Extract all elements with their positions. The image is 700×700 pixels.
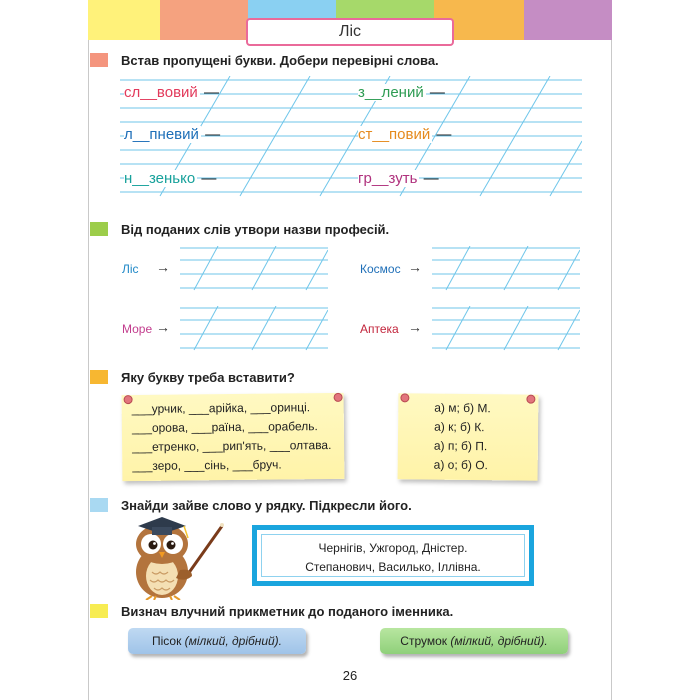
- task-1-text: Встав пропущені букви. Добери перевірні слова.: [121, 53, 439, 68]
- task-5-instruction: [90, 604, 453, 619]
- band-segment: [524, 0, 612, 40]
- word-row: Чернігів, Ужгород, Дністер.: [318, 541, 468, 555]
- task-marker: [90, 53, 108, 67]
- word-text: сл__вовий: [124, 84, 198, 101]
- task-1-word: [358, 84, 445, 101]
- task-1-word: [124, 126, 220, 143]
- task-1-word: [124, 170, 216, 187]
- dash: —: [436, 126, 452, 143]
- task-4-instruction: [90, 498, 412, 513]
- task-1-instruction: [90, 53, 439, 68]
- word-text: з__лений: [358, 84, 424, 101]
- dash: —: [201, 170, 217, 187]
- noun: Пісок: [151, 634, 182, 648]
- word-text: л__пневий: [124, 126, 199, 143]
- noun: Струмок: [400, 634, 448, 648]
- adjective-options: (мілкий, дрібний).: [184, 634, 283, 648]
- task-2-text: Від поданих слів утвори назви професій.: [121, 222, 390, 237]
- dash: —: [429, 84, 445, 101]
- task-3-instruction: [90, 370, 295, 385]
- pin-icon: [334, 393, 343, 402]
- band-segment: [88, 0, 160, 40]
- noun-card-left: [128, 628, 306, 654]
- note-line: а) м; б) М.: [434, 400, 491, 416]
- task-2-word: Космос: [360, 262, 401, 276]
- task-2-instruction: [90, 222, 389, 237]
- word-text: гр__зуть: [358, 170, 418, 187]
- task-2-writing-lines: [180, 246, 328, 292]
- task-1-word: [358, 170, 439, 187]
- task-5-text: Визнач влучний прикметник до поданого іменника.: [121, 604, 454, 619]
- band-segment: [160, 0, 248, 40]
- note-line: ___урчик, ___арійка, ___оринці.: [131, 400, 311, 417]
- task-marker: [90, 604, 108, 618]
- noun-card-right: [380, 628, 568, 654]
- sticky-note-left: [122, 393, 345, 481]
- arrow-icon: →: [408, 319, 422, 335]
- note-line: ___етренко, ___рип'ять, ___олтава.: [132, 437, 332, 455]
- pin-icon: [400, 393, 409, 402]
- note-line: а) к; б) К.: [434, 419, 485, 435]
- dash: —: [423, 170, 439, 187]
- note-line: а) о; б) О.: [433, 457, 488, 473]
- page-number: 26: [342, 668, 358, 683]
- arrow-icon: →: [156, 319, 170, 335]
- task-2-word: Море: [122, 322, 153, 336]
- task-2-word: Аптека: [360, 322, 399, 336]
- task-marker: [90, 222, 108, 236]
- owl-teacher-icon: [118, 516, 226, 600]
- arrow-icon: →: [156, 259, 170, 275]
- word-text: н__зенько: [124, 170, 196, 187]
- note-line: ___орова, ___раїна, ___орабель.: [131, 419, 318, 436]
- task-2-word: Ліс: [122, 262, 139, 276]
- task-marker: [90, 370, 108, 384]
- arrow-icon: →: [408, 259, 422, 275]
- sticky-note-right: [398, 393, 539, 480]
- note-line: ___зеро, ___сінь, ___бруч.: [132, 457, 282, 474]
- word-row: Степанович, Василько, Іллівна.: [305, 560, 481, 574]
- adjective-options: (мілкий, дрібний).: [450, 634, 548, 648]
- note-line: а) п; б) П.: [433, 438, 488, 454]
- task-marker: [90, 498, 108, 512]
- task-2-writing-lines: [432, 306, 580, 352]
- task-1-word: [124, 84, 219, 101]
- dash: —: [205, 126, 221, 143]
- task-4-text: Знайди зайве слово у рядку. Підкресли його.: [121, 498, 412, 513]
- task-3-text: Яку букву треба вставити?: [121, 370, 295, 385]
- word-text: ст__повий: [358, 126, 431, 143]
- task-2-writing-lines: [180, 306, 328, 352]
- dash: —: [203, 84, 219, 101]
- task-1-word: [358, 126, 451, 143]
- word-list-box: [252, 525, 534, 586]
- page-title: Ліс: [246, 18, 454, 46]
- task-2-writing-lines: [432, 246, 580, 292]
- pin-icon: [526, 395, 535, 404]
